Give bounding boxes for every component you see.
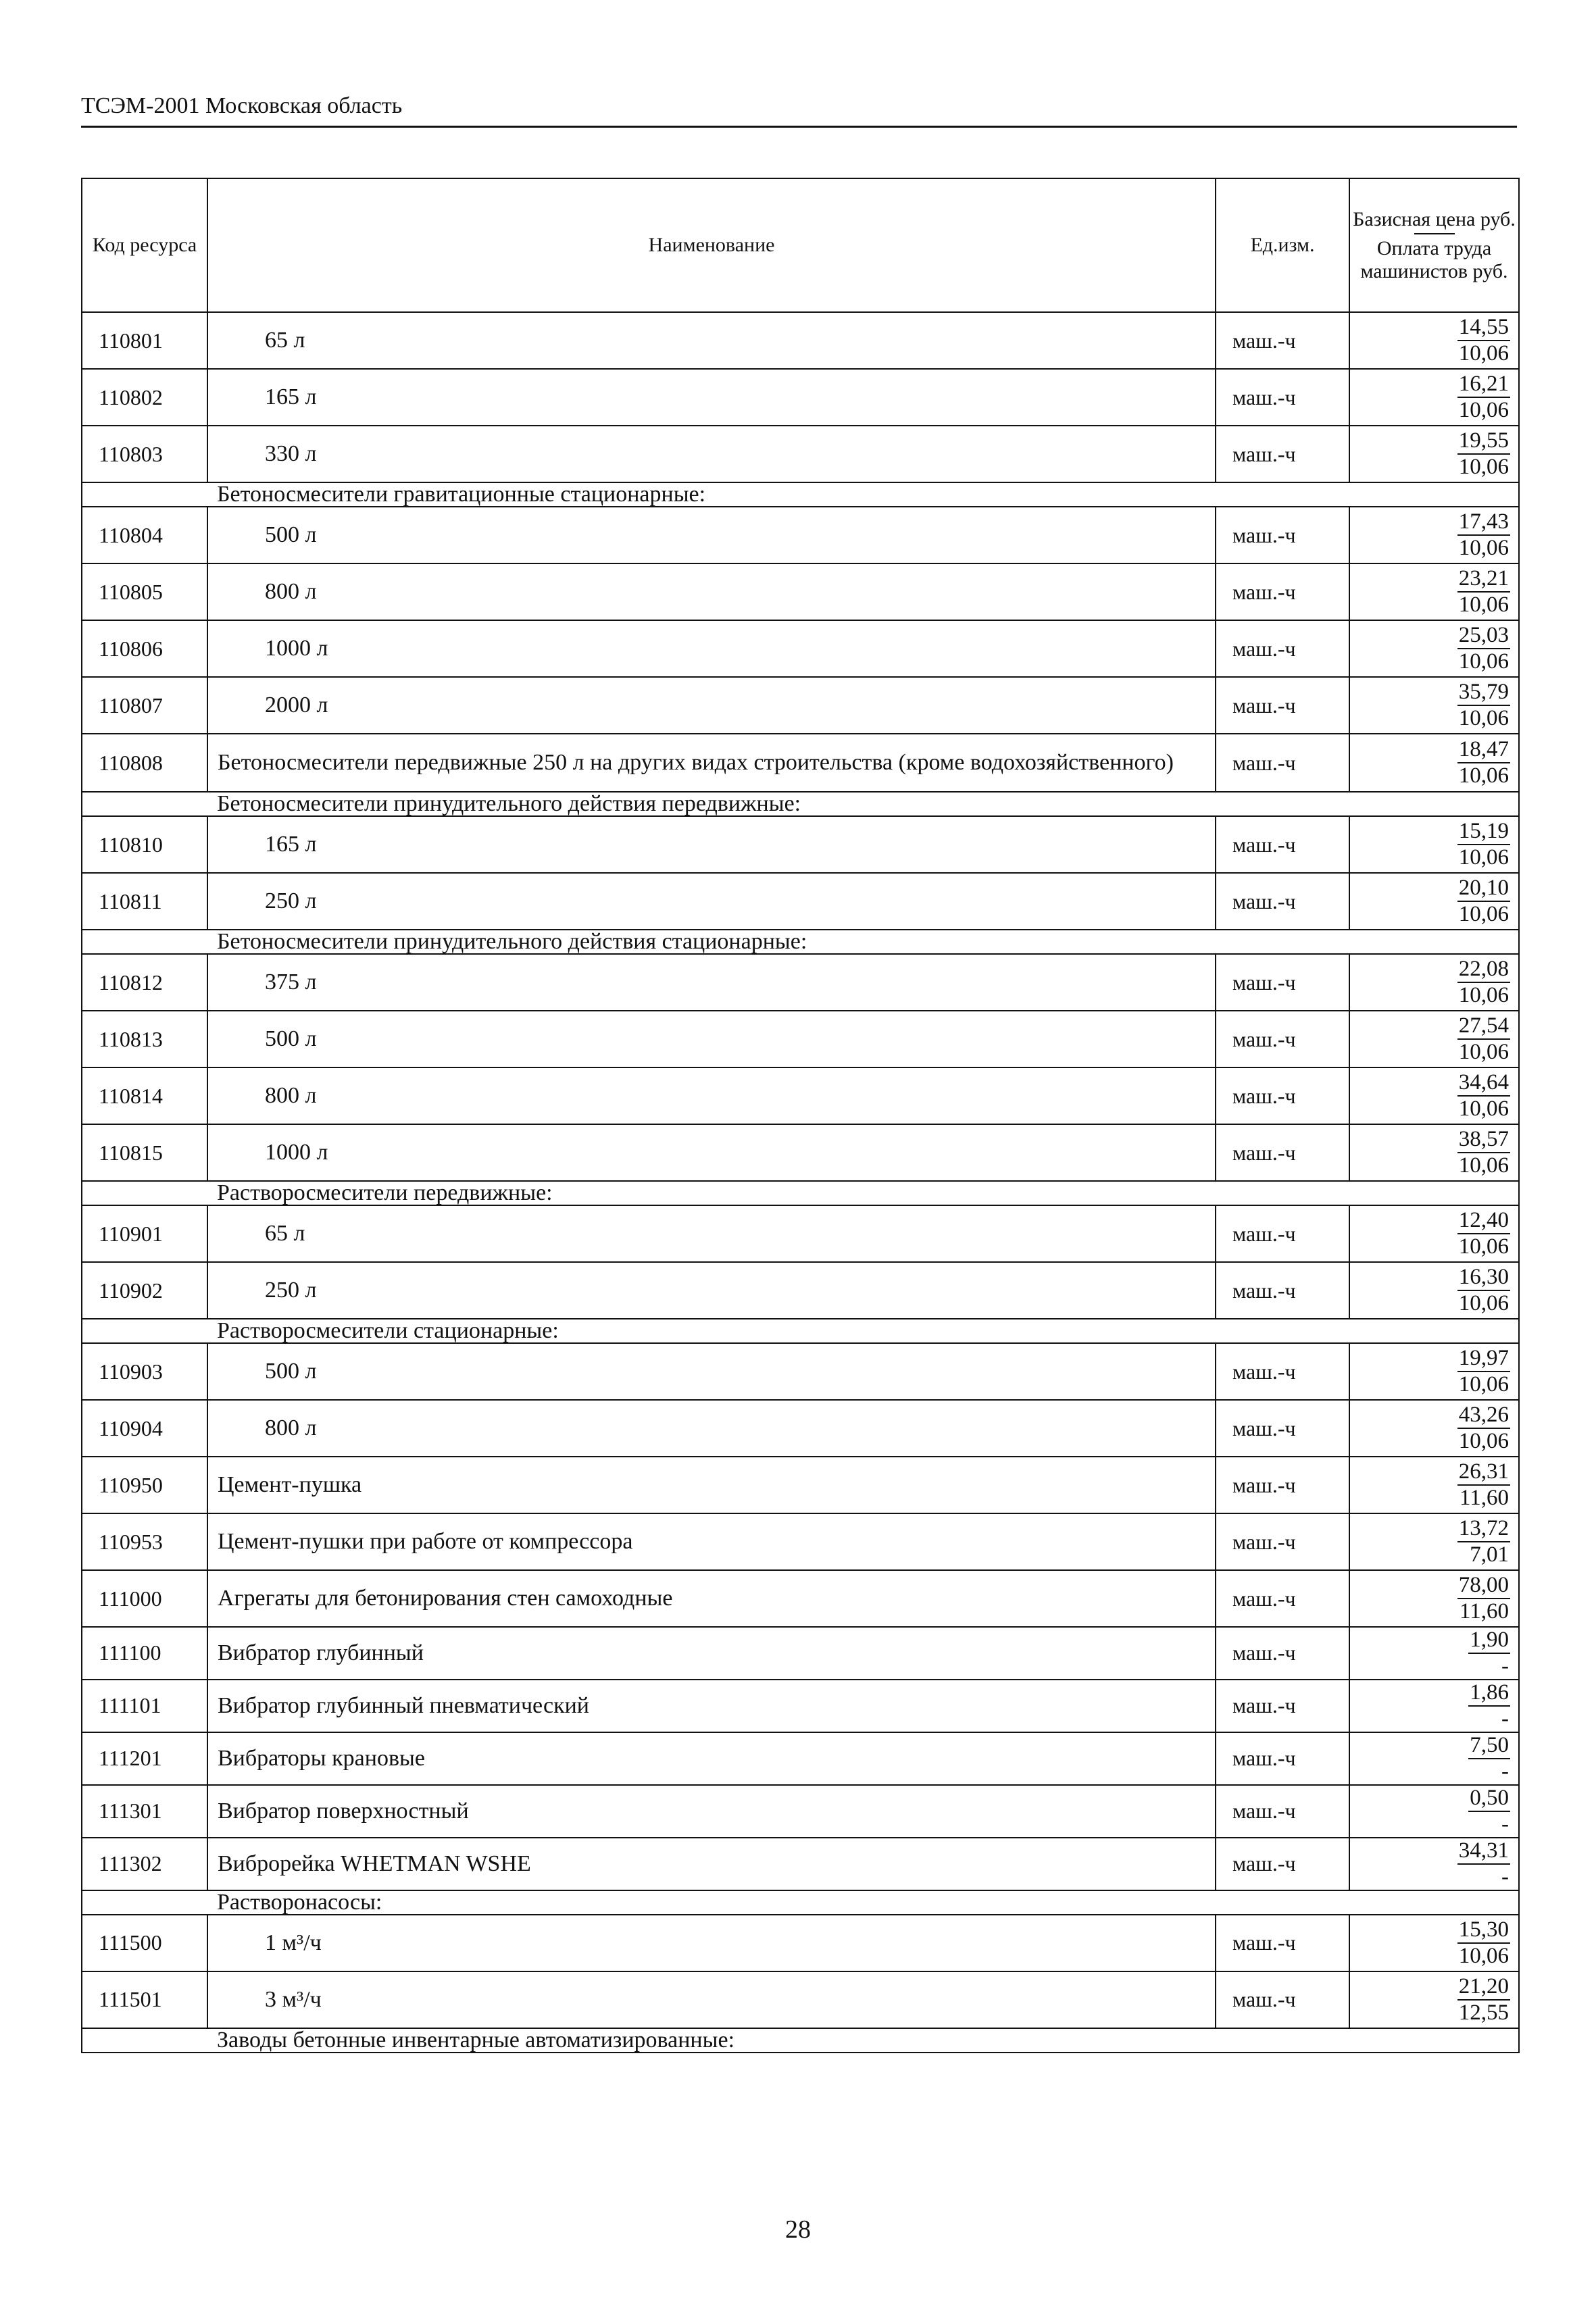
operator-labor-cost: - xyxy=(1501,1864,1509,1889)
base-price: 78,00 xyxy=(1457,1573,1510,1599)
operator-labor-cost: 11,60 xyxy=(1459,1485,1509,1510)
resource-price-cell xyxy=(1349,369,1519,426)
resource-code: 111100 xyxy=(82,1627,207,1680)
operator-labor-cost: - xyxy=(1501,1706,1509,1731)
table-row xyxy=(82,1400,1519,1457)
operator-labor-cost: 10,06 xyxy=(1458,535,1509,560)
group-header-row xyxy=(82,482,1519,507)
resource-name: 800 л xyxy=(207,1067,1216,1124)
resource-name: 165 л xyxy=(207,369,1216,426)
group-spacer xyxy=(82,1890,207,1915)
base-price: 13,72 xyxy=(1457,1516,1510,1542)
table-row xyxy=(82,677,1519,734)
resource-price-cell xyxy=(1349,1400,1519,1457)
operator-labor-cost: 10,06 xyxy=(1458,1428,1509,1453)
operator-labor-cost: 10,06 xyxy=(1458,901,1509,926)
group-spacer xyxy=(82,1319,207,1343)
resource-price-cell xyxy=(1349,677,1519,734)
price-fraction xyxy=(1457,737,1510,788)
operator-labor-cost: - xyxy=(1501,1759,1509,1784)
resource-code: 110814 xyxy=(82,1067,207,1124)
resource-price-cell xyxy=(1349,1343,1519,1400)
price-fraction xyxy=(1457,315,1510,366)
resource-code: 111500 xyxy=(82,1915,207,1971)
resource-unit: маш.-ч xyxy=(1216,369,1349,426)
table-row xyxy=(82,620,1519,677)
resource-unit: маш.-ч xyxy=(1216,1011,1349,1067)
base-price: 1,90 xyxy=(1468,1628,1510,1654)
price-fraction xyxy=(1468,1628,1510,1679)
table-row xyxy=(82,1732,1519,1785)
price-fraction xyxy=(1457,372,1510,423)
table-row xyxy=(82,1838,1519,1890)
resource-unit: маш.-ч xyxy=(1216,816,1349,873)
group-title: Заводы бетонные инвентарные автоматизированные: xyxy=(207,2028,1519,2053)
group-title: Растворосмесители стационарные: xyxy=(207,1319,1519,1343)
resource-code: 110801 xyxy=(82,312,207,369)
operator-labor-cost: 10,06 xyxy=(1458,341,1509,366)
group-header-row xyxy=(82,792,1519,816)
base-price: 18,47 xyxy=(1457,737,1510,763)
resource-unit: маш.-ч xyxy=(1216,677,1349,734)
operator-labor-cost: 10,06 xyxy=(1458,1372,1509,1397)
resource-unit: маш.-ч xyxy=(1216,734,1349,792)
resource-price-cell xyxy=(1349,1011,1519,1067)
group-title: Бетоносмесители принудительного действия стационарные: xyxy=(207,930,1519,954)
base-price: 12,40 xyxy=(1457,1208,1510,1234)
resource-code: 110901 xyxy=(82,1205,207,1262)
resource-name: 65 л xyxy=(207,1205,1216,1262)
price-fraction xyxy=(1457,1573,1510,1624)
table-row xyxy=(82,426,1519,482)
resource-name: 250 л xyxy=(207,1262,1216,1319)
resource-name: 375 л xyxy=(207,954,1216,1011)
group-title: Растворонасосы: xyxy=(207,1890,1519,1915)
resource-name: 1000 л xyxy=(207,1124,1216,1181)
price-fraction xyxy=(1457,680,1510,731)
resource-code: 110808 xyxy=(82,734,207,792)
resource-price-cell xyxy=(1349,873,1519,930)
table-row xyxy=(82,312,1519,369)
resource-price-cell xyxy=(1349,1971,1519,2028)
group-header-row xyxy=(82,930,1519,954)
resource-code: 110903 xyxy=(82,1343,207,1400)
resource-name: 800 л xyxy=(207,1400,1216,1457)
resource-unit: маш.-ч xyxy=(1216,1205,1349,1262)
resource-name: Вибратор глубинный xyxy=(207,1627,1216,1680)
header-rule xyxy=(81,126,1517,128)
operator-labor-cost: 10,06 xyxy=(1458,1153,1509,1178)
price-fraction xyxy=(1457,1403,1510,1454)
operator-labor-cost: 10,06 xyxy=(1458,763,1509,788)
resource-name: Цемент-пушка xyxy=(207,1457,1216,1513)
table-row xyxy=(82,1205,1519,1262)
resource-price-cell xyxy=(1349,1570,1519,1627)
resource-code: 110813 xyxy=(82,1011,207,1067)
resource-unit: маш.-ч xyxy=(1216,1785,1349,1838)
operator-labor-cost: 10,06 xyxy=(1458,845,1509,870)
column-header-price-labor: Оплата труда машинистов руб. xyxy=(1360,237,1508,282)
resource-code: 111000 xyxy=(82,1570,207,1627)
operator-labor-cost: 10,06 xyxy=(1458,454,1509,479)
base-price: 17,43 xyxy=(1457,509,1510,536)
resource-table xyxy=(81,178,1520,2053)
resource-unit: маш.-ч xyxy=(1216,1680,1349,1732)
resource-code: 110803 xyxy=(82,426,207,482)
price-fraction xyxy=(1468,1733,1510,1784)
group-title: Бетоносмесители гравитационные стационарные: xyxy=(207,482,1519,507)
group-title: Растворосмесители передвижные: xyxy=(207,1181,1519,1205)
resource-name: Агрегаты для бетонирования стен самоходные xyxy=(207,1570,1216,1627)
base-price: 19,55 xyxy=(1457,428,1510,455)
operator-labor-cost: - xyxy=(1501,1653,1509,1678)
resource-price-cell xyxy=(1349,426,1519,482)
table-row xyxy=(82,1343,1519,1400)
resource-unit: маш.-ч xyxy=(1216,1732,1349,1785)
resource-code: 110802 xyxy=(82,369,207,426)
price-fraction xyxy=(1457,819,1510,870)
price-fraction xyxy=(1457,1917,1510,1969)
price-fraction xyxy=(1457,1838,1510,1890)
resource-name: 500 л xyxy=(207,1343,1216,1400)
resource-name: 1000 л xyxy=(207,620,1216,677)
table-row xyxy=(82,1124,1519,1181)
operator-labor-cost: 10,06 xyxy=(1458,397,1509,422)
resource-price-cell xyxy=(1349,1262,1519,1319)
price-fraction xyxy=(1457,1013,1510,1065)
resource-name: 330 л xyxy=(207,426,1216,482)
operator-labor-cost: 10,06 xyxy=(1458,1096,1509,1121)
resource-name: 800 л xyxy=(207,563,1216,620)
table-row xyxy=(82,369,1519,426)
resource-unit: маш.-ч xyxy=(1216,507,1349,563)
base-price: 16,21 xyxy=(1457,372,1510,398)
resource-code: 110953 xyxy=(82,1513,207,1570)
group-header-row xyxy=(82,2028,1519,2053)
header-fraction-line xyxy=(1414,233,1455,234)
resource-price-cell xyxy=(1349,1124,1519,1181)
resource-unit: маш.-ч xyxy=(1216,1343,1349,1400)
price-fraction xyxy=(1457,876,1510,927)
price-fraction xyxy=(1457,1516,1510,1567)
base-price: 15,19 xyxy=(1457,819,1510,845)
resource-price-cell xyxy=(1349,1915,1519,1971)
price-fraction xyxy=(1457,1070,1510,1122)
resource-name: 3 м³/ч xyxy=(207,1971,1216,2028)
operator-labor-cost: 10,06 xyxy=(1458,705,1509,730)
resource-name: 500 л xyxy=(207,507,1216,563)
resource-unit: маш.-ч xyxy=(1216,1915,1349,1971)
resource-unit: маш.-ч xyxy=(1216,1513,1349,1570)
operator-labor-cost: 12,55 xyxy=(1458,2000,1509,2025)
resource-code: 110902 xyxy=(82,1262,207,1319)
resource-unit: маш.-ч xyxy=(1216,312,1349,369)
column-header-price-base: Базисная цена руб. xyxy=(1353,207,1516,230)
resource-price-cell xyxy=(1349,563,1519,620)
column-header-name: Наименование xyxy=(207,178,1216,312)
base-price: 14,55 xyxy=(1457,315,1510,341)
resource-price-cell xyxy=(1349,1680,1519,1732)
operator-labor-cost: 10,06 xyxy=(1458,1943,1509,1968)
resource-unit: маш.-ч xyxy=(1216,1400,1349,1457)
document-header: ТСЭМ-2001 Московская область xyxy=(81,93,403,118)
page-number: 28 xyxy=(785,2215,811,2244)
table-row xyxy=(82,816,1519,873)
resource-price-cell xyxy=(1349,1838,1519,1890)
resource-price-cell xyxy=(1349,954,1519,1011)
resource-unit: маш.-ч xyxy=(1216,954,1349,1011)
table-row xyxy=(82,1915,1519,1971)
group-spacer xyxy=(82,482,207,507)
resource-code: 111101 xyxy=(82,1680,207,1732)
resource-price-cell xyxy=(1349,1067,1519,1124)
table-header-row xyxy=(82,178,1519,312)
price-fraction xyxy=(1457,623,1510,674)
resource-code: 111302 xyxy=(82,1838,207,1890)
table-row xyxy=(82,1627,1519,1680)
operator-labor-cost: 10,06 xyxy=(1458,592,1509,617)
operator-labor-cost: 10,06 xyxy=(1458,982,1509,1007)
resource-unit: маш.-ч xyxy=(1216,620,1349,677)
resource-code: 111501 xyxy=(82,1971,207,2028)
resource-unit: маш.-ч xyxy=(1216,1971,1349,2028)
price-fraction xyxy=(1457,566,1510,618)
resource-unit: маш.-ч xyxy=(1216,1262,1349,1319)
base-price: 16,30 xyxy=(1457,1265,1510,1291)
operator-labor-cost: 7,01 xyxy=(1470,1542,1509,1567)
table-row xyxy=(82,1011,1519,1067)
table-row xyxy=(82,873,1519,930)
table-row xyxy=(82,1457,1519,1513)
resource-unit: маш.-ч xyxy=(1216,1124,1349,1181)
price-fraction xyxy=(1457,1265,1510,1316)
base-price: 15,30 xyxy=(1457,1917,1510,1944)
base-price: 38,57 xyxy=(1457,1127,1510,1153)
resource-unit: маш.-ч xyxy=(1216,1570,1349,1627)
column-header-price xyxy=(1349,178,1519,312)
price-fraction xyxy=(1457,509,1510,561)
resource-code: 110904 xyxy=(82,1400,207,1457)
table-row xyxy=(82,1971,1519,2028)
price-fraction xyxy=(1457,1127,1510,1178)
resource-name: 250 л xyxy=(207,873,1216,930)
resource-code: 110806 xyxy=(82,620,207,677)
resource-unit: маш.-ч xyxy=(1216,426,1349,482)
group-spacer xyxy=(82,792,207,816)
base-price: 20,10 xyxy=(1457,876,1510,902)
resource-unit: маш.-ч xyxy=(1216,1067,1349,1124)
table-row xyxy=(82,1785,1519,1838)
operator-labor-cost: 10,06 xyxy=(1458,1039,1509,1064)
resource-name: Вибратор поверхностный xyxy=(207,1785,1216,1838)
base-price: 23,21 xyxy=(1457,566,1510,593)
table-row xyxy=(82,1262,1519,1319)
base-price: 27,54 xyxy=(1457,1013,1510,1040)
resource-price-cell xyxy=(1349,816,1519,873)
resource-code: 111201 xyxy=(82,1732,207,1785)
base-price: 7,50 xyxy=(1468,1733,1510,1759)
price-fraction xyxy=(1468,1680,1510,1732)
resource-code: 110807 xyxy=(82,677,207,734)
resource-name: Бетоносмесители передвижные 250 л на других видах строительства (кроме водохозяйственного) xyxy=(207,734,1216,792)
resource-code: 110815 xyxy=(82,1124,207,1181)
resource-code: 110810 xyxy=(82,816,207,873)
resource-code: 110805 xyxy=(82,563,207,620)
resource-unit: маш.-ч xyxy=(1216,873,1349,930)
table-row xyxy=(82,1680,1519,1732)
resource-price-cell xyxy=(1349,1513,1519,1570)
price-fraction xyxy=(1468,1786,1510,1837)
resource-name: Вибраторы крановые xyxy=(207,1732,1216,1785)
resource-name: Цемент-пушки при работе от компрессора xyxy=(207,1513,1216,1570)
resource-unit: маш.-ч xyxy=(1216,1627,1349,1680)
price-fraction xyxy=(1457,428,1510,480)
operator-labor-cost: 11,60 xyxy=(1459,1599,1509,1624)
table-row xyxy=(82,954,1519,1011)
group-header-row xyxy=(82,1319,1519,1343)
table-row xyxy=(82,563,1519,620)
group-header-row xyxy=(82,1890,1519,1915)
resource-price-cell xyxy=(1349,1205,1519,1262)
base-price: 43,26 xyxy=(1457,1403,1510,1429)
resource-name: 165 л xyxy=(207,816,1216,873)
price-fraction xyxy=(1457,1974,1510,2026)
resource-price-cell xyxy=(1349,1732,1519,1785)
price-fraction xyxy=(1457,1208,1510,1259)
base-price: 21,20 xyxy=(1457,1974,1510,2001)
base-price: 34,64 xyxy=(1457,1070,1510,1097)
base-price: 19,97 xyxy=(1457,1346,1510,1372)
operator-labor-cost: - xyxy=(1501,1811,1509,1836)
base-price: 1,86 xyxy=(1468,1680,1510,1707)
resource-code: 110804 xyxy=(82,507,207,563)
resource-price-cell xyxy=(1349,620,1519,677)
resource-unit: маш.-ч xyxy=(1216,1457,1349,1513)
resource-name: 2000 л xyxy=(207,677,1216,734)
group-spacer xyxy=(82,2028,207,2053)
resource-price-cell xyxy=(1349,734,1519,792)
base-price: 34,31 xyxy=(1457,1838,1510,1865)
price-fraction xyxy=(1457,957,1510,1008)
base-price: 25,03 xyxy=(1457,623,1510,649)
base-price: 35,79 xyxy=(1457,680,1510,706)
group-header-row xyxy=(82,1181,1519,1205)
table-row xyxy=(82,1513,1519,1570)
price-fraction xyxy=(1457,1346,1510,1397)
resource-price-cell xyxy=(1349,1627,1519,1680)
resource-code: 111301 xyxy=(82,1785,207,1838)
resource-price-cell xyxy=(1349,1457,1519,1513)
table-row xyxy=(82,507,1519,563)
base-price: 26,31 xyxy=(1457,1459,1510,1486)
group-spacer xyxy=(82,930,207,954)
column-header-code: Код ресурса xyxy=(82,178,207,312)
group-spacer xyxy=(82,1181,207,1205)
table-row xyxy=(82,734,1519,792)
base-price: 0,50 xyxy=(1468,1786,1510,1812)
column-header-unit: Ед.изм. xyxy=(1216,178,1349,312)
resource-price-cell xyxy=(1349,312,1519,369)
resource-unit: маш.-ч xyxy=(1216,563,1349,620)
price-fraction xyxy=(1457,1459,1510,1511)
group-title: Бетоносмесители принудительного действия передвижные: xyxy=(207,792,1519,816)
resource-price-cell xyxy=(1349,507,1519,563)
table-row xyxy=(82,1067,1519,1124)
operator-labor-cost: 10,06 xyxy=(1458,649,1509,674)
operator-labor-cost: 10,06 xyxy=(1458,1290,1509,1315)
resource-code: 110950 xyxy=(82,1457,207,1513)
operator-labor-cost: 10,06 xyxy=(1458,1234,1509,1259)
resource-code: 110812 xyxy=(82,954,207,1011)
resource-name: 500 л xyxy=(207,1011,1216,1067)
base-price: 22,08 xyxy=(1457,957,1510,983)
resource-unit: маш.-ч xyxy=(1216,1838,1349,1890)
resource-name: Вибратор глубинный пневматический xyxy=(207,1680,1216,1732)
resource-name: 1 м³/ч xyxy=(207,1915,1216,1971)
resource-price-cell xyxy=(1349,1785,1519,1838)
resource-code: 110811 xyxy=(82,873,207,930)
resource-name: Виброрейка WHETMAN WSHE xyxy=(207,1838,1216,1890)
table-row xyxy=(82,1570,1519,1627)
resource-name: 65 л xyxy=(207,312,1216,369)
